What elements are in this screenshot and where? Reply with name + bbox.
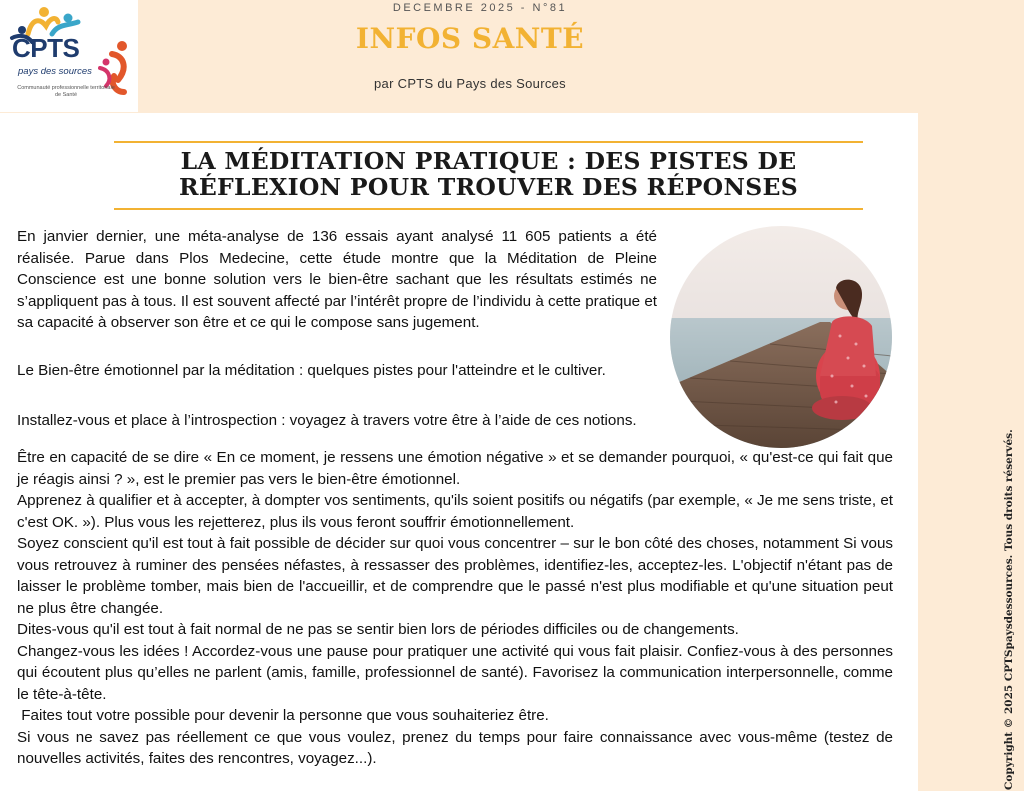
body-paragraph: Faites tout votre possible pour devenir la personne que vous souhaiteriez être. — [17, 707, 549, 724]
logo-subname: pays des sources — [18, 66, 92, 77]
body-paragraph: Être en capacité de se dire « En ce moment, je ressens une émotion négative » et se demander pourquoi, « qu'est-ce qui fait que je réagis ainsi ? », est le premier pas vers le bien-être émotionnel. — [17, 449, 893, 488]
install-paragraph: Installez-vous et place à l’introspection : voyagez à travers votre être à l’aide de ces notions. — [17, 412, 637, 429]
body-paragraph: Apprenez à qualifier et à accepter, à dompter vos sentiments, qu'ils soient positifs ou négatifs (par exemple, « Je me sens triste, et c'est OK. »). Plus vous les rejetterez, plus ils vous feront souffrir émotionnellement. — [17, 492, 893, 531]
byline: par CPTS du Pays des Sources — [374, 76, 566, 91]
newsletter-title: INFOS SANTÉ — [355, 22, 585, 55]
logo-tagline: Communauté professionnelle territoriale de Santé — [17, 85, 115, 98]
body-paragraph: Si vous ne savez pas réellement ce que vous voulez, prenez du temps pour faire connaissance avec vous-même (testez de nouvelles activités, faites des rencontres, voyagez...). — [17, 728, 893, 767]
lead-paragraph: Le Bien-être émotionnel par la méditation : quelques pistes pour l'atteindre et le cultiver. — [17, 362, 606, 379]
body-paragraphs — [17, 447, 893, 770]
copyright-notice: Copyright © 2025 CPTSpaysdessources. Tous droits réservés. — [1003, 429, 1015, 790]
logo-name: CPTS — [12, 33, 80, 63]
body-paragraph: Dites-vous qu'il est tout à fait normal de ne pas se sentir bien lors de périodes difficiles ou de changements. — [17, 621, 739, 638]
cpts-logo — [0, 0, 138, 112]
meditation-photo — [670, 226, 892, 448]
title-rule-top — [114, 141, 863, 143]
article-title: LA MÉDITATION PRATIQUE : DES PISTES DE RÉFLEXION POUR TROUVER DES RÉPONSES — [179, 147, 798, 201]
title-rule-bottom — [114, 208, 863, 210]
issue-line: DECEMBRE 2025 - N°81 — [392, 2, 568, 14]
body-paragraph: Soyez conscient qu'il est tout à fait possible de décider sur quoi vous concentrer – sur le bon côté des choses, notamment Si vous vous retrouvez à ruminer des pensées néfastes, à ressasser des problèmes, identifiez-les, acceptez-les. L'objectif n'étant pas de laisser le problème tomber, mais bien de l'accueillir, et de comprendre que le passé n'est plus modifiable et qu'une situation peut ne plus être changée. — [17, 535, 893, 617]
body-paragraph: Changez-vous les idées ! Accordez-vous une pause pour pratiquer une activité qui vous fait plaisir. Confiez-vous à des personnes qui écoutent plus qu’elles ne parlent (amis, famille, professionnel de santé). Favorisez la communication interpersonnelle, comme le tête-à-tête. — [17, 642, 893, 703]
intro-paragraph: En janvier dernier, une méta-analyse de 136 essais ayant analysé 11 605 patients a été réalisée. Parue dans Plos Medecine, cette étude montre que la Méditation de Pleine Conscience est une bonne solution vers le bien-être sachant que les résultats estimés ne s’appliquent pas à tous. Il est souvent affecté par l’intérêt propre de l’individu à cette pratique et sa capacité à observer son être et ce qui le compose sans jugement. — [17, 228, 657, 331]
